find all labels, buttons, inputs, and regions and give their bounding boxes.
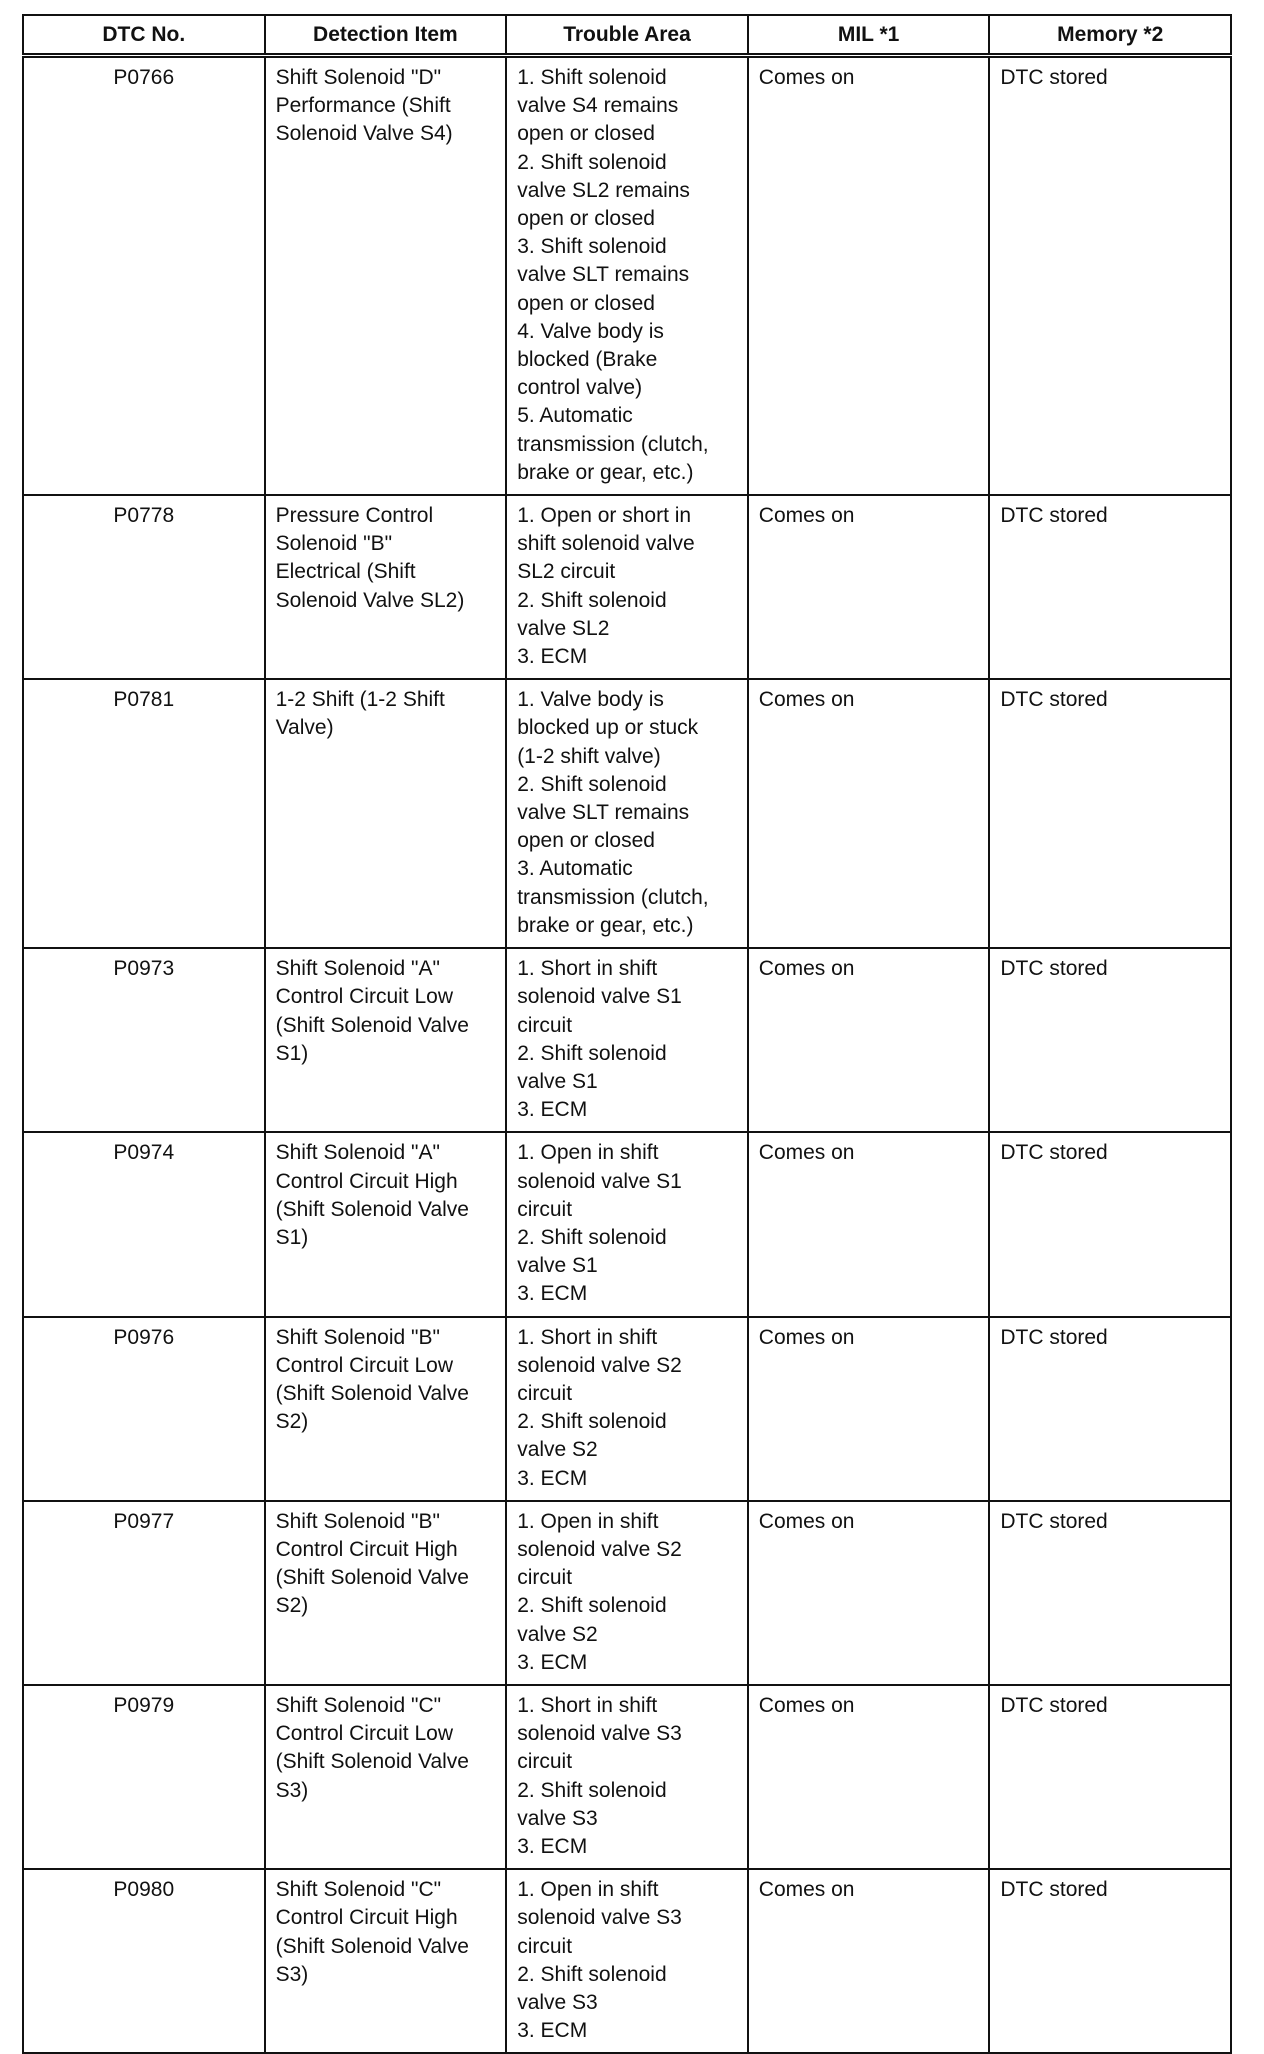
trouble-area: 1. Short in shift solenoid valve S3 circuit 2. Shift solenoid valve S3 3. ECM bbox=[506, 1685, 748, 1869]
detection-item: Shift Solenoid "C" Control Circuit High (Shift Solenoid Valve S3) bbox=[265, 1869, 507, 2053]
dtc-code: P0781 bbox=[23, 679, 265, 948]
memory-status: DTC stored bbox=[989, 1501, 1231, 1685]
mil-status: Comes on bbox=[748, 495, 990, 679]
header-dtc-no: DTC No. bbox=[23, 15, 265, 56]
header-row bbox=[23, 15, 1231, 56]
trouble-area: 1. Short in shift solenoid valve S1 circuit 2. Shift solenoid valve S1 3. ECM bbox=[506, 948, 748, 1132]
detection-item: Shift Solenoid "D" Performance (Shift Solenoid Valve S4) bbox=[265, 56, 507, 496]
dtc-code: P0980 bbox=[23, 1869, 265, 2053]
mil-status: Comes on bbox=[748, 1501, 990, 1685]
header-memory: Memory *2 bbox=[989, 15, 1231, 56]
trouble-area: 1. Open in shift solenoid valve S2 circuit 2. Shift solenoid valve S2 3. ECM bbox=[506, 1501, 748, 1685]
detection-item: Shift Solenoid "B" Control Circuit Low (Shift Solenoid Valve S2) bbox=[265, 1317, 507, 1501]
memory-status: DTC stored bbox=[989, 495, 1231, 679]
table-row bbox=[23, 1501, 1231, 1685]
detection-item: Pressure Control Solenoid "B" Electrical (Shift Solenoid Valve SL2) bbox=[265, 495, 507, 679]
detection-item: Shift Solenoid "C" Control Circuit Low (Shift Solenoid Valve S3) bbox=[265, 1685, 507, 1869]
mil-status: Comes on bbox=[748, 1685, 990, 1869]
memory-status: DTC stored bbox=[989, 1685, 1231, 1869]
dtc-table bbox=[22, 14, 1232, 2054]
table-row bbox=[23, 1685, 1231, 1869]
dtc-code: P0979 bbox=[23, 1685, 265, 1869]
trouble-area: 1. Short in shift solenoid valve S2 circuit 2. Shift solenoid valve S2 3. ECM bbox=[506, 1317, 748, 1501]
table-row bbox=[23, 1869, 1231, 2053]
dtc-code: P0766 bbox=[23, 56, 265, 496]
trouble-area: 1. Open in shift solenoid valve S1 circuit 2. Shift solenoid valve S1 3. ECM bbox=[506, 1132, 748, 1316]
table-row bbox=[23, 56, 1231, 496]
table-row bbox=[23, 495, 1231, 679]
header-detection-item: Detection Item bbox=[265, 15, 507, 56]
table-row bbox=[23, 679, 1231, 948]
trouble-area: 1. Open in shift solenoid valve S3 circuit 2. Shift solenoid valve S3 3. ECM bbox=[506, 1869, 748, 2053]
detection-item: Shift Solenoid "B" Control Circuit High (Shift Solenoid Valve S2) bbox=[265, 1501, 507, 1685]
table-row bbox=[23, 1132, 1231, 1316]
dtc-code: P0974 bbox=[23, 1132, 265, 1316]
detection-item: Shift Solenoid "A" Control Circuit Low (Shift Solenoid Valve S1) bbox=[265, 948, 507, 1132]
memory-status: DTC stored bbox=[989, 1869, 1231, 2053]
memory-status: DTC stored bbox=[989, 1317, 1231, 1501]
mil-status: Comes on bbox=[748, 1317, 990, 1501]
dtc-code: P0973 bbox=[23, 948, 265, 1132]
table-row bbox=[23, 1317, 1231, 1501]
dtc-code: P0778 bbox=[23, 495, 265, 679]
mil-status: Comes on bbox=[748, 56, 990, 496]
dtc-code: P0977 bbox=[23, 1501, 265, 1685]
memory-status: DTC stored bbox=[989, 56, 1231, 496]
memory-status: DTC stored bbox=[989, 1132, 1231, 1316]
trouble-area: 1. Shift solenoid valve S4 remains open or closed 2. Shift solenoid valve SL2 remains open or closed 3. Shift solenoid valve SLT remains open or closed 4. Valve body is blocked (Brake control valve) 5. Automatic transmission (clutch, brake or gear, etc.) bbox=[506, 56, 748, 496]
memory-status: DTC stored bbox=[989, 948, 1231, 1132]
mil-status: Comes on bbox=[748, 1132, 990, 1316]
memory-status: DTC stored bbox=[989, 679, 1231, 948]
dtc-code: P0976 bbox=[23, 1317, 265, 1501]
mil-status: Comes on bbox=[748, 1869, 990, 2053]
trouble-area: 1. Valve body is blocked up or stuck (1-2 shift valve) 2. Shift solenoid valve SLT remains open or closed 3. Automatic transmission (clutch, brake or gear, etc.) bbox=[506, 679, 748, 948]
header-mil: MIL *1 bbox=[748, 15, 990, 56]
trouble-area: 1. Open or short in shift solenoid valve SL2 circuit 2. Shift solenoid valve SL2 3. ECM bbox=[506, 495, 748, 679]
table-row bbox=[23, 948, 1231, 1132]
detection-item: 1-2 Shift (1-2 Shift Valve) bbox=[265, 679, 507, 948]
detection-item: Shift Solenoid "A" Control Circuit High (Shift Solenoid Valve S1) bbox=[265, 1132, 507, 1316]
mil-status: Comes on bbox=[748, 948, 990, 1132]
mil-status: Comes on bbox=[748, 679, 990, 948]
header-trouble-area: Trouble Area bbox=[506, 15, 748, 56]
